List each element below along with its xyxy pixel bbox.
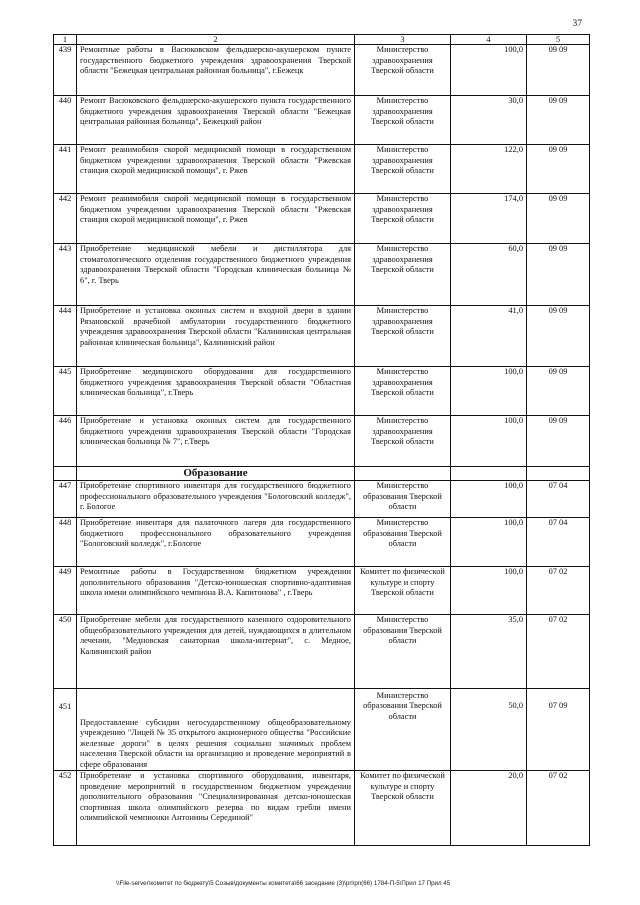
row-description: Приобретение и установка оконных систем для государственного бюджетного учреждения здравоохранения Тверской области "Городская клиническая больница № 7", г.Тверь [77,416,355,467]
row-amount: 174,0 [451,194,527,244]
row-ministry: Министерство здравоохранения Тверской области [355,416,451,467]
row-ministry: Министерство образования Тверской области [355,481,451,518]
row-description: Приобретение медицинской мебели и дистиллятора для стоматологического отделения государственного бюджетного учреждения здравоохранения Тверской области "Городская клиническая больница № 6", г. Тверь [77,244,355,306]
row-amount: 122,0 [451,145,527,194]
section-title: Образование [77,467,355,481]
table-row [54,367,590,416]
table-row [54,306,590,367]
header-row [54,35,590,45]
file-path-footer: \\File-server\комитет по бюджету\5 Созыв\документы комитета\66 заседание (3)\рп\рп(66) 1784-П-5\Прил 17 Прил 45 [116,880,451,887]
row-ministry: Министерство здравоохранения Тверской области [355,306,451,367]
row-ministry: Комитет по физической культуре и спорту Тверской области [355,567,451,615]
row-number: 446 [54,416,77,467]
row-number: 450 [54,615,77,689]
row-code: 09 09 [527,194,590,244]
section-row [54,467,590,481]
row-ministry: Министерство здравоохранения Тверской области [355,367,451,416]
table-row [54,194,590,244]
row-ministry: Министерство здравоохранения Тверской области [355,145,451,194]
row-number: 447 [54,481,77,518]
row-amount: 100,0 [451,518,527,567]
row-code: 07 02 [527,567,590,615]
row-number: 443 [54,244,77,306]
row-description: Ремонтные работы в Васюковском фельдшерско-акушерском пункте государственного бюджетного учреждения здравоохранения Тверской области "Бежецкая центральная районная больница", г.Бежецк [77,45,355,96]
table-row [54,615,590,689]
budget-table [53,34,590,846]
row-ministry: Министерство здравоохранения Тверской области [355,45,451,96]
column-header: 1 [54,35,77,45]
row-amount: 60,0 [451,244,527,306]
row-amount: 100,0 [451,567,527,615]
row-number: 445 [54,367,77,416]
column-header: 3 [355,35,451,45]
section-spacer [527,467,590,481]
row-number: 452 [54,771,77,846]
row-description: Приобретение спортивного инвентаря для государственного бюджетного профессионального образовательного учреждения "Бологовский колледж", г. Бологое [77,481,355,518]
row-code: 07 02 [527,615,590,689]
row-description: Ремонт Васюковского фельдшерско-акушерского пункта государственного бюджетного учреждения здравоохранения Тверской области "Бежецкая центральная районная больница", Бежецкий район [77,96,355,145]
row-description: Ремонт реанимобиля скорой медицинской помощи в государственном бюджетном учреждении здравоохранения Тверской области "Ржевская станция скорой медицинской помощи", г. Ржев [77,145,355,194]
row-ministry: Министерство здравоохранения Тверской области [355,194,451,244]
row-amount: 100,0 [451,416,527,467]
row-amount: 35,0 [451,615,527,689]
section-spacer [355,467,451,481]
row-description: Приобретение медицинского оборудования для государственного бюджетного учреждения здравоохранения Тверской области "Областная клиническая больница", г.Тверь [77,367,355,416]
table-row [54,481,590,518]
row-ministry: Министерство образования Тверской области [355,518,451,567]
row-description: Приобретение и установка спортивного оборудования, инвентаря, проведение мероприятий в государственном бюджетном учреждении дополнительного образования "Специализированная детско-юношеская спортивная школа олимпийского резерва по видам гребли имени олимпийской чемпионки Антонины Серединой" [77,771,355,846]
row-ministry: Министерство образования Тверской области [355,689,451,771]
row-description: Приобретение инвентаря для палаточного лагеря для государственного бюджетного профессионального образовательного учреждения "Бологовский колледж", г.Бологое [77,518,355,567]
column-header: 4 [451,35,527,45]
table-row [54,145,590,194]
row-amount: 30,0 [451,96,527,145]
column-header: 5 [527,35,590,45]
row-code: 09 09 [527,244,590,306]
row-number: 444 [54,306,77,367]
section-spacer [54,467,77,481]
row-number: 439 [54,45,77,96]
row-code: 09 09 [527,45,590,96]
row-number: 449 [54,567,77,615]
row-description: Ремонт реанимобиля скорой медицинской помощи в государственном бюджетном учреждении здравоохранения Тверской области "Ржевская станция скорой медицинской помощи", г. Ржев [77,194,355,244]
row-description: Предоставление субсидии негосударственному общеобразовательному учреждению "Лицей № 35 открытого акционерного общества "Российские железные дороги" в целях решения социально значимых проблем населения Тверской области на организацию и проведение мероприятий в сфере образования [77,689,355,771]
table-row [54,518,590,567]
table-row [54,567,590,615]
row-number: 441 [54,145,77,194]
row-number: 440 [54,96,77,145]
page-number: 37 [572,19,582,29]
section-spacer [451,467,527,481]
row-description: Ремонтные работы в Государственном бюджетном учреждении дополнительного образования "Детско-юношеская спортивно-адаптивная школа имени олимпийского чемпиона В.А. Капитонова" , г.Тверь [77,567,355,615]
row-number: 451 [54,689,77,771]
row-code: 07 02 [527,771,590,846]
row-amount: 100,0 [451,367,527,416]
row-ministry: Министерство образования Тверской области [355,615,451,689]
row-code: 09 09 [527,145,590,194]
table-row [54,45,590,96]
row-amount: 100,0 [451,481,527,518]
row-description: Приобретение и установка оконных систем и входной двери в здании Рязановской врачебной амбулатории государственного бюджетного учреждения здравоохранения Тверской области "Калининская центральная районная клиническая больница", Калининский район [77,306,355,367]
row-ministry: Комитет по физической культуре и спорту Тверской области [355,771,451,846]
row-amount: 50,0 [451,689,527,771]
row-code: 09 09 [527,367,590,416]
row-code: 07 04 [527,518,590,567]
row-amount: 41,0 [451,306,527,367]
row-code: 09 09 [527,416,590,467]
row-ministry: Министерство здравоохранения Тверской области [355,96,451,145]
column-header: 2 [77,35,355,45]
row-code: 07 04 [527,481,590,518]
table-row [54,96,590,145]
table-row [54,244,590,306]
row-code: 09 09 [527,96,590,145]
row-amount: 100,0 [451,45,527,96]
row-code: 09 09 [527,306,590,367]
row-amount: 20,0 [451,771,527,846]
table-row [54,771,590,846]
row-number: 448 [54,518,77,567]
row-code: 07 09 [527,689,590,771]
row-number: 442 [54,194,77,244]
table-row [54,416,590,467]
row-description: Приобретение мебели для государственного казенного оздоровительного общеобразовательного учреждения для детей, нуждающихся в длительном лечении, "Медновская санаторная школа-интернат", с. Медное, Калининский район [77,615,355,689]
row-ministry: Министерство здравоохранения Тверской области [355,244,451,306]
table-row [54,689,590,771]
